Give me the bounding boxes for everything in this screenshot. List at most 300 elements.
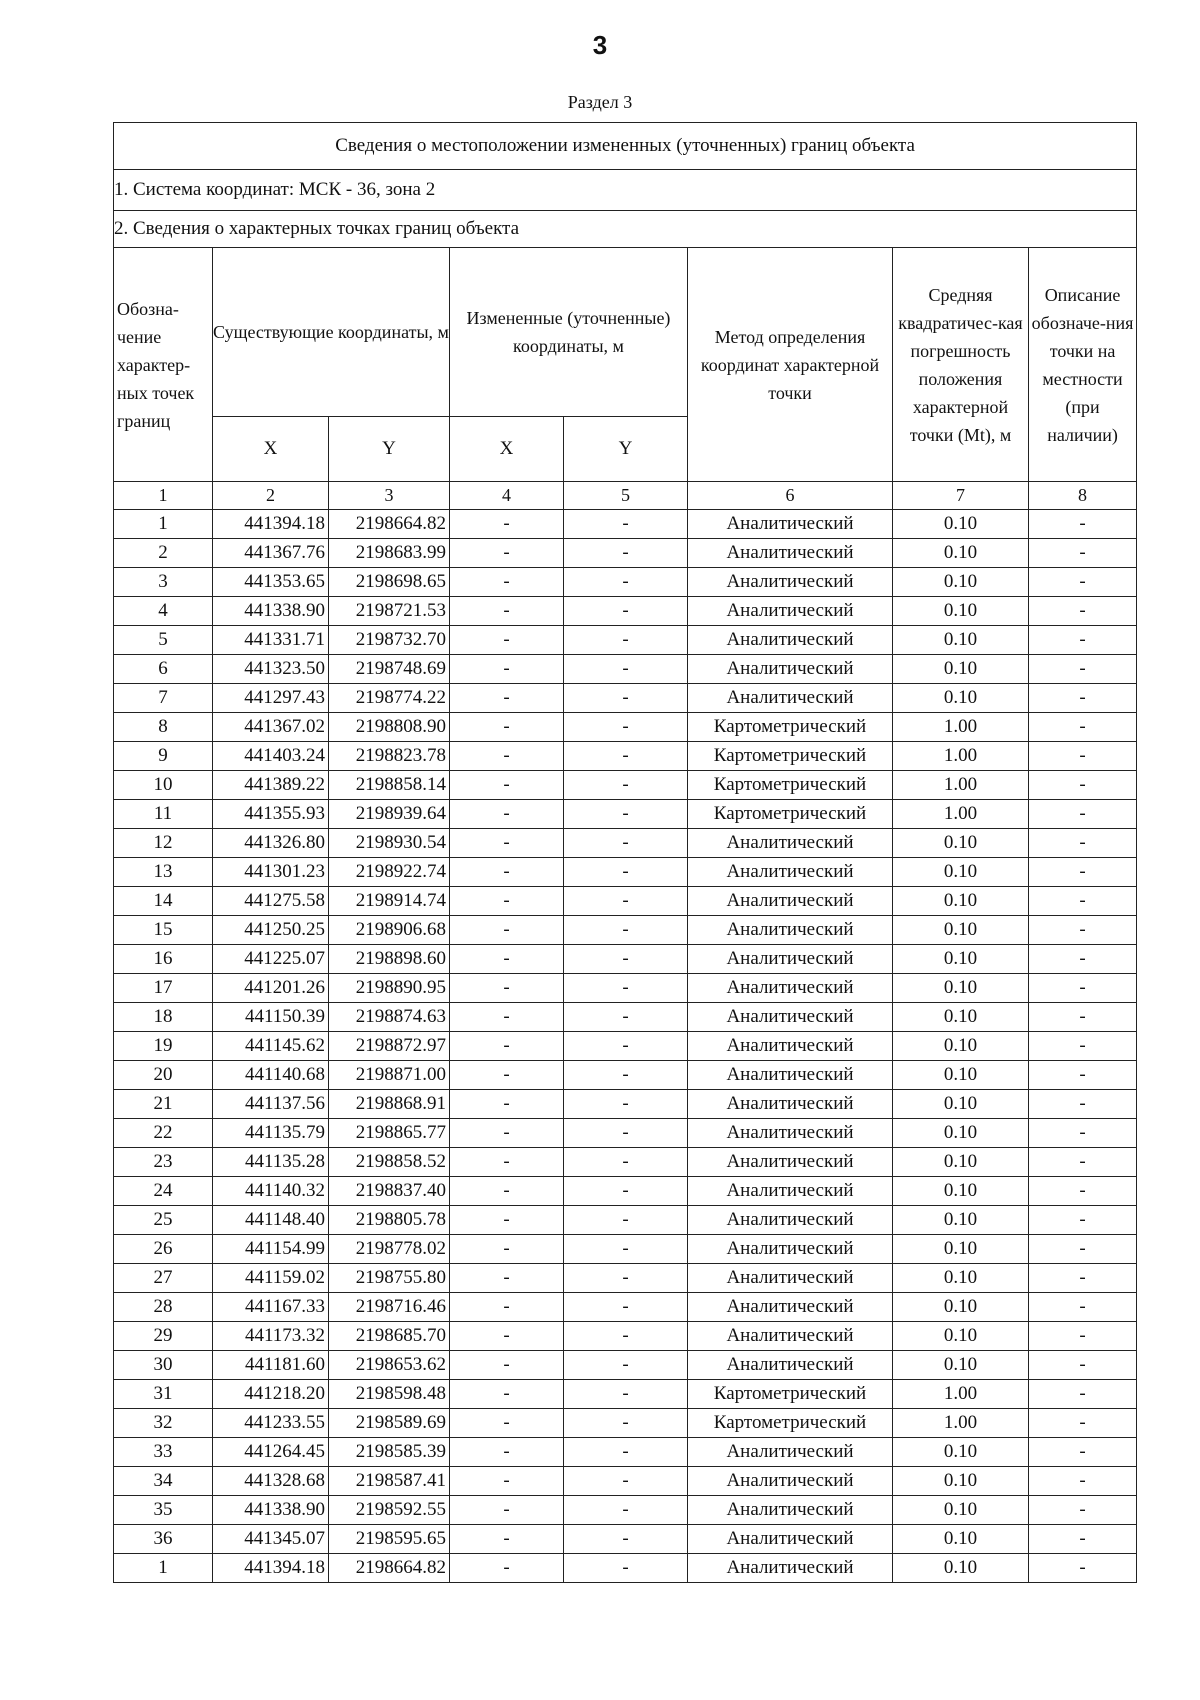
cell-error: 0.10 bbox=[893, 858, 1029, 887]
table-row bbox=[114, 1003, 1137, 1032]
cell-description: - bbox=[1029, 1032, 1137, 1061]
table-row bbox=[114, 1119, 1137, 1148]
cell-changed-x: - bbox=[450, 597, 564, 626]
cell-existing-x: 441355.93 bbox=[213, 800, 329, 829]
cell-changed-x: - bbox=[450, 1264, 564, 1293]
cell-method: Аналитический bbox=[688, 1438, 893, 1467]
cell-error: 0.10 bbox=[893, 974, 1029, 1003]
cell-method: Аналитический bbox=[688, 1525, 893, 1554]
cell-description: - bbox=[1029, 974, 1137, 1003]
cell-method: Аналитический bbox=[688, 1264, 893, 1293]
table-row bbox=[114, 539, 1137, 568]
cell-error: 0.10 bbox=[893, 1496, 1029, 1525]
cell-changed-y: - bbox=[564, 887, 688, 916]
cell-point-id: 19 bbox=[114, 1032, 213, 1061]
cell-point-id: 12 bbox=[114, 829, 213, 858]
cell-description: - bbox=[1029, 510, 1137, 539]
cell-changed-x: - bbox=[450, 829, 564, 858]
cell-method: Аналитический bbox=[688, 539, 893, 568]
header-description: Описание обозначе-ния точки на местности (при наличии) bbox=[1029, 248, 1137, 482]
cell-changed-x: - bbox=[450, 858, 564, 887]
cell-existing-y: 2198595.65 bbox=[329, 1525, 450, 1554]
cell-point-id: 30 bbox=[114, 1351, 213, 1380]
cell-existing-x: 441326.80 bbox=[213, 829, 329, 858]
table-row bbox=[114, 510, 1137, 539]
cell-description: - bbox=[1029, 1119, 1137, 1148]
cell-existing-y: 2198589.69 bbox=[329, 1409, 450, 1438]
cell-description: - bbox=[1029, 1293, 1137, 1322]
cell-point-id: 32 bbox=[114, 1409, 213, 1438]
table-row bbox=[114, 1235, 1137, 1264]
cell-changed-x: - bbox=[450, 1206, 564, 1235]
cell-description: - bbox=[1029, 1525, 1137, 1554]
boundary-points-table bbox=[113, 122, 1137, 1583]
cell-existing-x: 441275.58 bbox=[213, 887, 329, 916]
table-row bbox=[114, 800, 1137, 829]
cell-method: Аналитический bbox=[688, 1351, 893, 1380]
cell-description: - bbox=[1029, 742, 1137, 771]
table-row bbox=[114, 1554, 1137, 1583]
table-row bbox=[114, 1061, 1137, 1090]
cell-error: 0.10 bbox=[893, 1235, 1029, 1264]
cell-existing-y: 2198774.22 bbox=[329, 684, 450, 713]
cell-description: - bbox=[1029, 829, 1137, 858]
cell-changed-y: - bbox=[564, 1206, 688, 1235]
cell-method: Картометрический bbox=[688, 1409, 893, 1438]
table-row bbox=[114, 829, 1137, 858]
cell-point-id: 17 bbox=[114, 974, 213, 1003]
cell-existing-x: 441403.24 bbox=[213, 742, 329, 771]
cell-point-id: 15 bbox=[114, 916, 213, 945]
cell-changed-y: - bbox=[564, 1409, 688, 1438]
cell-existing-y: 2198592.55 bbox=[329, 1496, 450, 1525]
cell-changed-x: - bbox=[450, 1409, 564, 1438]
cell-method: Аналитический bbox=[688, 1496, 893, 1525]
header-method: Метод определения координат характерной точки bbox=[688, 248, 893, 482]
cell-existing-x: 441145.62 bbox=[213, 1032, 329, 1061]
cell-point-id: 6 bbox=[114, 655, 213, 684]
header-existing-coords: Существующие координаты, м bbox=[213, 248, 450, 417]
cell-existing-y: 2198778.02 bbox=[329, 1235, 450, 1264]
cell-changed-y: - bbox=[564, 1177, 688, 1206]
cell-point-id: 24 bbox=[114, 1177, 213, 1206]
cell-error: 0.10 bbox=[893, 1119, 1029, 1148]
cell-point-id: 16 bbox=[114, 945, 213, 974]
cell-existing-y: 2198837.40 bbox=[329, 1177, 450, 1206]
cell-description: - bbox=[1029, 1438, 1137, 1467]
cell-changed-x: - bbox=[450, 1235, 564, 1264]
cell-existing-x: 441297.43 bbox=[213, 684, 329, 713]
cell-changed-x: - bbox=[450, 1380, 564, 1409]
cell-changed-x: - bbox=[450, 1003, 564, 1032]
cell-changed-y: - bbox=[564, 684, 688, 713]
cell-description: - bbox=[1029, 597, 1137, 626]
table-row bbox=[114, 945, 1137, 974]
cell-point-id: 36 bbox=[114, 1525, 213, 1554]
cell-description: - bbox=[1029, 1235, 1137, 1264]
cell-point-id: 23 bbox=[114, 1148, 213, 1177]
cell-changed-x: - bbox=[450, 916, 564, 945]
page-number: 3 bbox=[592, 30, 608, 60]
cell-point-id: 22 bbox=[114, 1119, 213, 1148]
cell-error: 0.10 bbox=[893, 539, 1029, 568]
cell-method: Аналитический bbox=[688, 568, 893, 597]
cell-method: Аналитический bbox=[688, 1032, 893, 1061]
cell-error: 0.10 bbox=[893, 945, 1029, 974]
cell-point-id: 35 bbox=[114, 1496, 213, 1525]
cell-method: Аналитический bbox=[688, 1467, 893, 1496]
table-row bbox=[114, 1525, 1137, 1554]
table-row bbox=[114, 1438, 1137, 1467]
cell-point-id: 26 bbox=[114, 1235, 213, 1264]
cell-description: - bbox=[1029, 887, 1137, 916]
cell-method: Картометрический bbox=[688, 742, 893, 771]
cell-existing-x: 441331.71 bbox=[213, 626, 329, 655]
cell-description: - bbox=[1029, 1148, 1137, 1177]
cell-point-id: 14 bbox=[114, 887, 213, 916]
cell-existing-x: 441159.02 bbox=[213, 1264, 329, 1293]
cell-description: - bbox=[1029, 858, 1137, 887]
cell-changed-y: - bbox=[564, 568, 688, 597]
cell-error: 0.10 bbox=[893, 1293, 1029, 1322]
table-row bbox=[114, 1090, 1137, 1119]
cell-point-id: 21 bbox=[114, 1090, 213, 1119]
column-number-row bbox=[114, 482, 1137, 510]
cell-changed-x: - bbox=[450, 1554, 564, 1583]
column-number: 8 bbox=[1029, 482, 1137, 510]
cell-existing-y: 2198865.77 bbox=[329, 1119, 450, 1148]
cell-changed-x: - bbox=[450, 800, 564, 829]
cell-changed-x: - bbox=[450, 1061, 564, 1090]
cell-existing-y: 2198922.74 bbox=[329, 858, 450, 887]
cell-point-id: 20 bbox=[114, 1061, 213, 1090]
cell-error: 0.10 bbox=[893, 1148, 1029, 1177]
cell-point-id: 18 bbox=[114, 1003, 213, 1032]
cell-point-id: 11 bbox=[114, 800, 213, 829]
cell-existing-y: 2198868.91 bbox=[329, 1090, 450, 1119]
cell-point-id: 10 bbox=[114, 771, 213, 800]
cell-existing-x: 441250.25 bbox=[213, 916, 329, 945]
cell-error: 0.10 bbox=[893, 1090, 1029, 1119]
cell-existing-y: 2198664.82 bbox=[329, 510, 450, 539]
table-row bbox=[114, 655, 1137, 684]
cell-method: Аналитический bbox=[688, 1177, 893, 1206]
column-number: 2 bbox=[213, 482, 329, 510]
cell-changed-y: - bbox=[564, 1554, 688, 1583]
cell-changed-y: - bbox=[564, 1119, 688, 1148]
cell-changed-y: - bbox=[564, 800, 688, 829]
cell-changed-x: - bbox=[450, 742, 564, 771]
column-number: 3 bbox=[329, 482, 450, 510]
cell-changed-y: - bbox=[564, 1438, 688, 1467]
cell-existing-x: 441301.23 bbox=[213, 858, 329, 887]
cell-changed-y: - bbox=[564, 916, 688, 945]
cell-changed-x: - bbox=[450, 887, 564, 916]
cell-existing-x: 441201.26 bbox=[213, 974, 329, 1003]
cell-description: - bbox=[1029, 1061, 1137, 1090]
cell-changed-y: - bbox=[564, 1380, 688, 1409]
cell-existing-y: 2198755.80 bbox=[329, 1264, 450, 1293]
cell-existing-x: 441367.02 bbox=[213, 713, 329, 742]
cell-description: - bbox=[1029, 1322, 1137, 1351]
cell-changed-x: - bbox=[450, 1148, 564, 1177]
cell-existing-y: 2198685.70 bbox=[329, 1322, 450, 1351]
cell-existing-y: 2198805.78 bbox=[329, 1206, 450, 1235]
table-row bbox=[114, 1264, 1137, 1293]
cell-method: Аналитический bbox=[688, 1003, 893, 1032]
cell-point-id: 28 bbox=[114, 1293, 213, 1322]
cell-changed-x: - bbox=[450, 539, 564, 568]
cell-changed-x: - bbox=[450, 1496, 564, 1525]
column-number: 4 bbox=[450, 482, 564, 510]
cell-method: Аналитический bbox=[688, 974, 893, 1003]
cell-description: - bbox=[1029, 626, 1137, 655]
cell-existing-y: 2198930.54 bbox=[329, 829, 450, 858]
coord-system: 1. Система координат: МСК - 36, зона 2 bbox=[114, 170, 1137, 211]
cell-description: - bbox=[1029, 1090, 1137, 1119]
header-existing-x: X bbox=[213, 417, 329, 482]
cell-existing-y: 2198858.14 bbox=[329, 771, 450, 800]
cell-changed-y: - bbox=[564, 1496, 688, 1525]
cell-changed-y: - bbox=[564, 1148, 688, 1177]
cell-existing-x: 441353.65 bbox=[213, 568, 329, 597]
cell-point-id: 27 bbox=[114, 1264, 213, 1293]
cell-changed-x: - bbox=[450, 626, 564, 655]
cell-method: Аналитический bbox=[688, 684, 893, 713]
header-existing-y: Y bbox=[329, 417, 450, 482]
cell-changed-y: - bbox=[564, 829, 688, 858]
cell-existing-y: 2198939.64 bbox=[329, 800, 450, 829]
table-row bbox=[114, 713, 1137, 742]
cell-method: Картометрический bbox=[688, 771, 893, 800]
cell-changed-x: - bbox=[450, 510, 564, 539]
cell-description: - bbox=[1029, 1351, 1137, 1380]
cell-error: 0.10 bbox=[893, 1525, 1029, 1554]
table-row bbox=[114, 568, 1137, 597]
cell-existing-y: 2198898.60 bbox=[329, 945, 450, 974]
cell-existing-x: 441150.39 bbox=[213, 1003, 329, 1032]
column-number: 7 bbox=[893, 482, 1029, 510]
cell-error: 0.10 bbox=[893, 1032, 1029, 1061]
table-row bbox=[114, 1380, 1137, 1409]
cell-error: 0.10 bbox=[893, 887, 1029, 916]
cell-point-id: 33 bbox=[114, 1438, 213, 1467]
cell-existing-x: 441264.45 bbox=[213, 1438, 329, 1467]
cell-existing-x: 441135.28 bbox=[213, 1148, 329, 1177]
cell-error: 0.10 bbox=[893, 684, 1029, 713]
cell-existing-x: 441225.07 bbox=[213, 945, 329, 974]
cell-existing-y: 2198823.78 bbox=[329, 742, 450, 771]
cell-existing-x: 441154.99 bbox=[213, 1235, 329, 1264]
table-row bbox=[114, 1148, 1137, 1177]
cell-existing-y: 2198664.82 bbox=[329, 1554, 450, 1583]
cell-existing-x: 441367.76 bbox=[213, 539, 329, 568]
cell-point-id: 8 bbox=[114, 713, 213, 742]
cell-existing-x: 441394.18 bbox=[213, 1554, 329, 1583]
cell-existing-x: 441394.18 bbox=[213, 510, 329, 539]
cell-changed-x: - bbox=[450, 1177, 564, 1206]
cell-existing-x: 441181.60 bbox=[213, 1351, 329, 1380]
cell-existing-x: 441167.33 bbox=[213, 1293, 329, 1322]
cell-method: Аналитический bbox=[688, 655, 893, 684]
cell-method: Аналитический bbox=[688, 510, 893, 539]
cell-existing-y: 2198874.63 bbox=[329, 1003, 450, 1032]
cell-changed-y: - bbox=[564, 626, 688, 655]
table-row bbox=[114, 1293, 1137, 1322]
table-row bbox=[114, 1467, 1137, 1496]
cell-existing-x: 441148.40 bbox=[213, 1206, 329, 1235]
cell-method: Аналитический bbox=[688, 1322, 893, 1351]
cell-error: 0.10 bbox=[893, 1554, 1029, 1583]
cell-changed-y: - bbox=[564, 1293, 688, 1322]
cell-error: 1.00 bbox=[893, 1380, 1029, 1409]
cell-existing-y: 2198732.70 bbox=[329, 626, 450, 655]
cell-changed-y: - bbox=[564, 1351, 688, 1380]
column-number: 5 bbox=[564, 482, 688, 510]
cell-changed-x: - bbox=[450, 684, 564, 713]
cell-description: - bbox=[1029, 1003, 1137, 1032]
table-row bbox=[114, 684, 1137, 713]
header-error: Средняя квадратичес-кая погрешность положения характерной точки (Mt), м bbox=[893, 248, 1029, 482]
cell-description: - bbox=[1029, 568, 1137, 597]
cell-point-id: 34 bbox=[114, 1467, 213, 1496]
cell-error: 1.00 bbox=[893, 742, 1029, 771]
cell-existing-x: 441233.55 bbox=[213, 1409, 329, 1438]
cell-error: 0.10 bbox=[893, 626, 1029, 655]
cell-changed-x: - bbox=[450, 1119, 564, 1148]
cell-changed-y: - bbox=[564, 771, 688, 800]
cell-existing-x: 441389.22 bbox=[213, 771, 329, 800]
cell-method: Аналитический bbox=[688, 626, 893, 655]
cell-existing-y: 2198698.65 bbox=[329, 568, 450, 597]
cell-description: - bbox=[1029, 684, 1137, 713]
cell-error: 0.10 bbox=[893, 1206, 1029, 1235]
cell-point-id: 9 bbox=[114, 742, 213, 771]
cell-changed-y: - bbox=[564, 858, 688, 887]
cell-error: 0.10 bbox=[893, 1003, 1029, 1032]
table-row bbox=[114, 1496, 1137, 1525]
cell-changed-y: - bbox=[564, 1061, 688, 1090]
cell-changed-x: - bbox=[450, 1322, 564, 1351]
cell-changed-x: - bbox=[450, 1525, 564, 1554]
cell-changed-x: - bbox=[450, 974, 564, 1003]
points-caption: 2. Сведения о характерных точках границ объекта bbox=[114, 211, 1137, 248]
cell-method: Аналитический bbox=[688, 887, 893, 916]
cell-changed-y: - bbox=[564, 1264, 688, 1293]
cell-existing-x: 441140.32 bbox=[213, 1177, 329, 1206]
cell-error: 1.00 bbox=[893, 800, 1029, 829]
cell-existing-y: 2198598.48 bbox=[329, 1380, 450, 1409]
cell-existing-y: 2198716.46 bbox=[329, 1293, 450, 1322]
cell-point-id: 5 bbox=[114, 626, 213, 655]
cell-changed-y: - bbox=[564, 597, 688, 626]
cell-changed-y: - bbox=[564, 1235, 688, 1264]
table-row bbox=[114, 1206, 1137, 1235]
cell-point-id: 25 bbox=[114, 1206, 213, 1235]
cell-changed-x: - bbox=[450, 771, 564, 800]
cell-error: 0.10 bbox=[893, 1061, 1029, 1090]
cell-existing-y: 2198890.95 bbox=[329, 974, 450, 1003]
table-row bbox=[114, 858, 1137, 887]
cell-method: Аналитический bbox=[688, 1119, 893, 1148]
cell-error: 0.10 bbox=[893, 1177, 1029, 1206]
cell-existing-y: 2198653.62 bbox=[329, 1351, 450, 1380]
cell-existing-x: 441218.20 bbox=[213, 1380, 329, 1409]
cell-point-id: 2 bbox=[114, 539, 213, 568]
cell-method: Аналитический bbox=[688, 829, 893, 858]
cell-existing-y: 2198721.53 bbox=[329, 597, 450, 626]
header-changed-x: X bbox=[450, 417, 564, 482]
table-row bbox=[114, 597, 1137, 626]
cell-error: 0.10 bbox=[893, 829, 1029, 858]
cell-changed-x: - bbox=[450, 1090, 564, 1119]
cell-description: - bbox=[1029, 1177, 1137, 1206]
cell-error: 0.10 bbox=[893, 597, 1029, 626]
cell-existing-x: 441137.56 bbox=[213, 1090, 329, 1119]
cell-existing-x: 441328.68 bbox=[213, 1467, 329, 1496]
cell-changed-y: - bbox=[564, 510, 688, 539]
cell-changed-x: - bbox=[450, 945, 564, 974]
cell-error: 1.00 bbox=[893, 713, 1029, 742]
cell-changed-x: - bbox=[450, 568, 564, 597]
cell-description: - bbox=[1029, 1554, 1137, 1583]
table-row bbox=[114, 974, 1137, 1003]
cell-error: 0.10 bbox=[893, 1467, 1029, 1496]
table-row bbox=[114, 1322, 1137, 1351]
cell-method: Аналитический bbox=[688, 1235, 893, 1264]
cell-changed-y: - bbox=[564, 1525, 688, 1554]
cell-point-id: 1 bbox=[114, 510, 213, 539]
cell-method: Аналитический bbox=[688, 1206, 893, 1235]
table-row bbox=[114, 916, 1137, 945]
cell-error: 0.10 bbox=[893, 916, 1029, 945]
cell-changed-y: - bbox=[564, 1322, 688, 1351]
cell-existing-x: 441173.32 bbox=[213, 1322, 329, 1351]
cell-existing-y: 2198585.39 bbox=[329, 1438, 450, 1467]
cell-method: Картометрический bbox=[688, 1380, 893, 1409]
cell-description: - bbox=[1029, 655, 1137, 684]
cell-changed-y: - bbox=[564, 713, 688, 742]
cell-existing-y: 2198748.69 bbox=[329, 655, 450, 684]
cell-method: Аналитический bbox=[688, 1090, 893, 1119]
cell-method: Аналитический bbox=[688, 1148, 893, 1177]
cell-changed-y: - bbox=[564, 1032, 688, 1061]
cell-changed-y: - bbox=[564, 945, 688, 974]
cell-existing-y: 2198683.99 bbox=[329, 539, 450, 568]
cell-changed-x: - bbox=[450, 1032, 564, 1061]
table-row bbox=[114, 887, 1137, 916]
cell-method: Аналитический bbox=[688, 945, 893, 974]
cell-existing-x: 441338.90 bbox=[213, 1496, 329, 1525]
cell-changed-y: - bbox=[564, 1090, 688, 1119]
table-row bbox=[114, 1177, 1137, 1206]
cell-point-id: 31 bbox=[114, 1380, 213, 1409]
cell-existing-y: 2198871.00 bbox=[329, 1061, 450, 1090]
cell-existing-y: 2198914.74 bbox=[329, 887, 450, 916]
table-row bbox=[114, 1409, 1137, 1438]
table-title: Сведения о местоположении измененных (уточненных) границ объекта bbox=[114, 123, 1137, 170]
cell-point-id: 13 bbox=[114, 858, 213, 887]
cell-method: Аналитический bbox=[688, 1293, 893, 1322]
cell-changed-y: - bbox=[564, 742, 688, 771]
cell-existing-y: 2198872.97 bbox=[329, 1032, 450, 1061]
cell-existing-x: 441323.50 bbox=[213, 655, 329, 684]
cell-changed-y: - bbox=[564, 539, 688, 568]
cell-existing-y: 2198808.90 bbox=[329, 713, 450, 742]
table-row bbox=[114, 1032, 1137, 1061]
cell-description: - bbox=[1029, 1206, 1137, 1235]
cell-error: 0.10 bbox=[893, 1322, 1029, 1351]
